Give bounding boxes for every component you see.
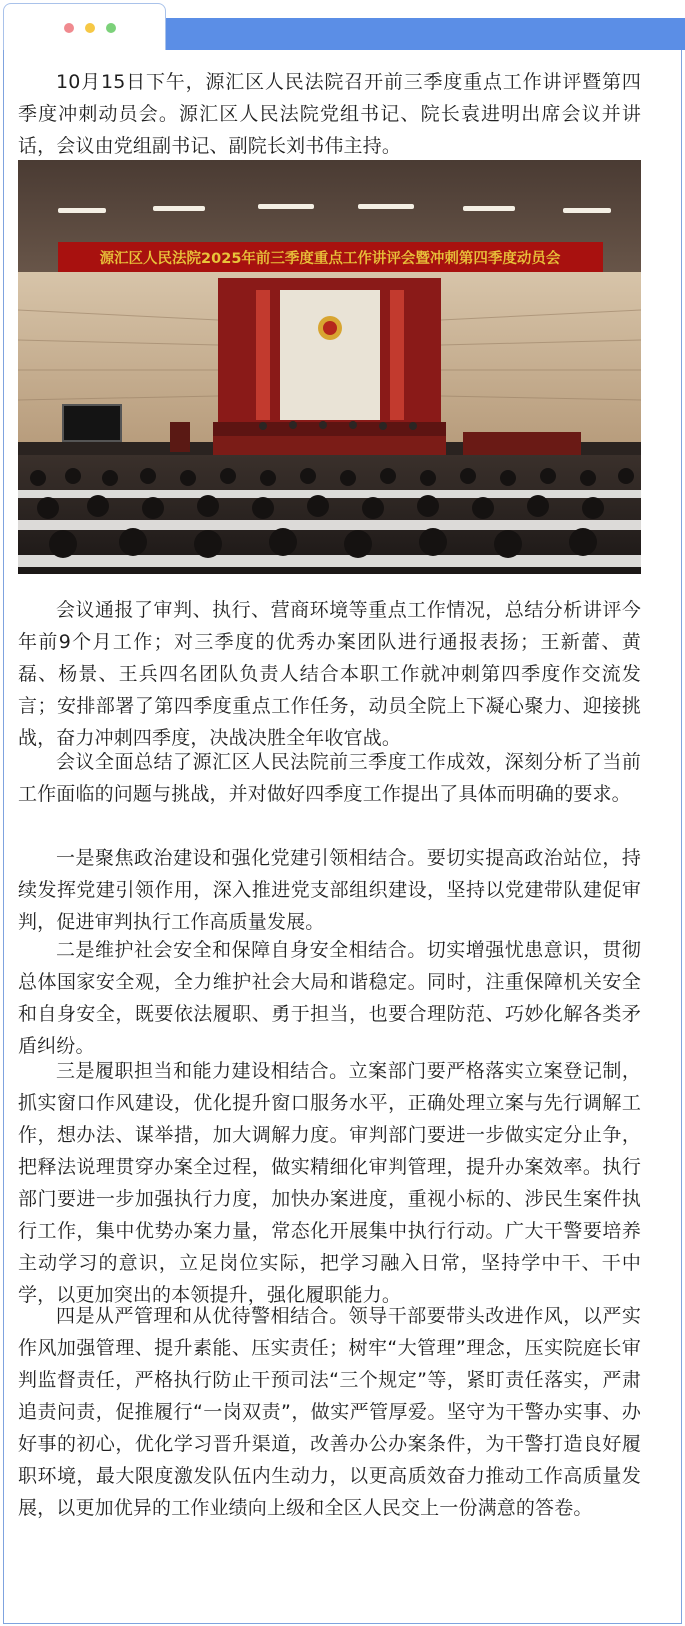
banner-text: 源汇区人民法院2025年前三季度重点工作讲评会暨冲刺第四季度动员会: [99, 251, 561, 267]
meeting-photo: [18, 160, 641, 574]
article-paragraph-summary: 会议通报了审判、执行、营商环境等重点工作情况，总结分析讲评今年前9个月工作；对三季度的优秀办案团队进行通报表扬；王新蕾、黄磊、杨景、王兵四名团队负责人结合本职工作就冲刺第四季度作交流发言；安排部署了第四季度重点工作任务，动员全院上下凝心聚力、迎接挑战，奋力冲刺四季度，决战决胜全年收官战。: [18, 599, 641, 749]
article-paragraph-requirements: 会议全面总结了源汇区人民法院前三季度工作成效，深刻分析了当前工作面临的问题与挑战，并对做好四季度工作提出了具体而明确的要求。: [18, 751, 641, 805]
window-header: [0, 0, 685, 50]
minimize-dot-icon[interactable]: [85, 23, 95, 33]
article-paragraph-point-three: 三是履职担当和能力建设相结合。立案部门要严格落实立案登记制，抓实窗口作风建设，优化提升窗口服务水平，正确处理立案与先行调解工作，想办法、谋举措，加大调解力度。审判部门要进一步做实定分止争，把释法说理贯穿办案全过程，做实精细化审判管理，提升办案效率。执行部门要进一步加强执行力度，加快办案进度，重视小标的、涉民生案件执行工作，集中优势办案力量，常态化开展集中执行行动。广大干警要培养主动学习的意识，立足岗位实际，把学习融入日常，坚持学中干、干中学，以更加突出的本领提升，强化履职能力。: [18, 1060, 641, 1306]
article-paragraph-point-four: 四是从严管理和从优待警相结合。领导干部要带头改进作风，以严实作风加强管理、提升素能、压实责任；树牢“大管理”理念，压实院庭长审判监督责任，严格执行防止干预司法“三个规定”等，紧盯责任落实，严肃追责问责，促推履行“一岗双责”，做实严管厚爱。坚守为干警办实事、办好事的初心，优化学习晋升渠道，改善办公办案条件，为干警打造良好履职环境，最大限度激发队伍内生动力，以更高质效奋力推动工作高质量发展，以更加优异的工作业绩向上级和全区人民交上一份满意的答卷。: [18, 1305, 641, 1519]
article-paragraph-point-two: 二是维护社会安全和保障自身安全相结合。切实增强忧患意识，贯彻总体国家安全观，全力维护社会大局和谐稳定。同时，注重保障机关安全和自身安全，既要依法履职、勇于担当，也要合理防范、巧妙化解各类矛盾纠纷。: [18, 939, 641, 1057]
article-paragraph-point-one: 一是聚焦政治建设和强化党建引领相结合。要切实提高政治站位，持续发挥党建引领作用，深入推进党支部组织建设，坚持以党建带队建促审判，促进审判执行工作高质量发展。: [18, 847, 641, 933]
window-tab: [3, 3, 166, 50]
article-paragraph-intro: 10月15日下午，源汇区人民法院召开前三季度重点工作讲评暨第四季度冲刺动员会。源汇区人民法院党组书记、院长袁进明出席会议并讲话，会议由党组副书记、副院长刘书伟主持。: [18, 71, 641, 157]
maximize-dot-icon[interactable]: [106, 23, 116, 33]
header-accent-bar: [166, 18, 685, 50]
close-dot-icon[interactable]: [64, 23, 74, 33]
